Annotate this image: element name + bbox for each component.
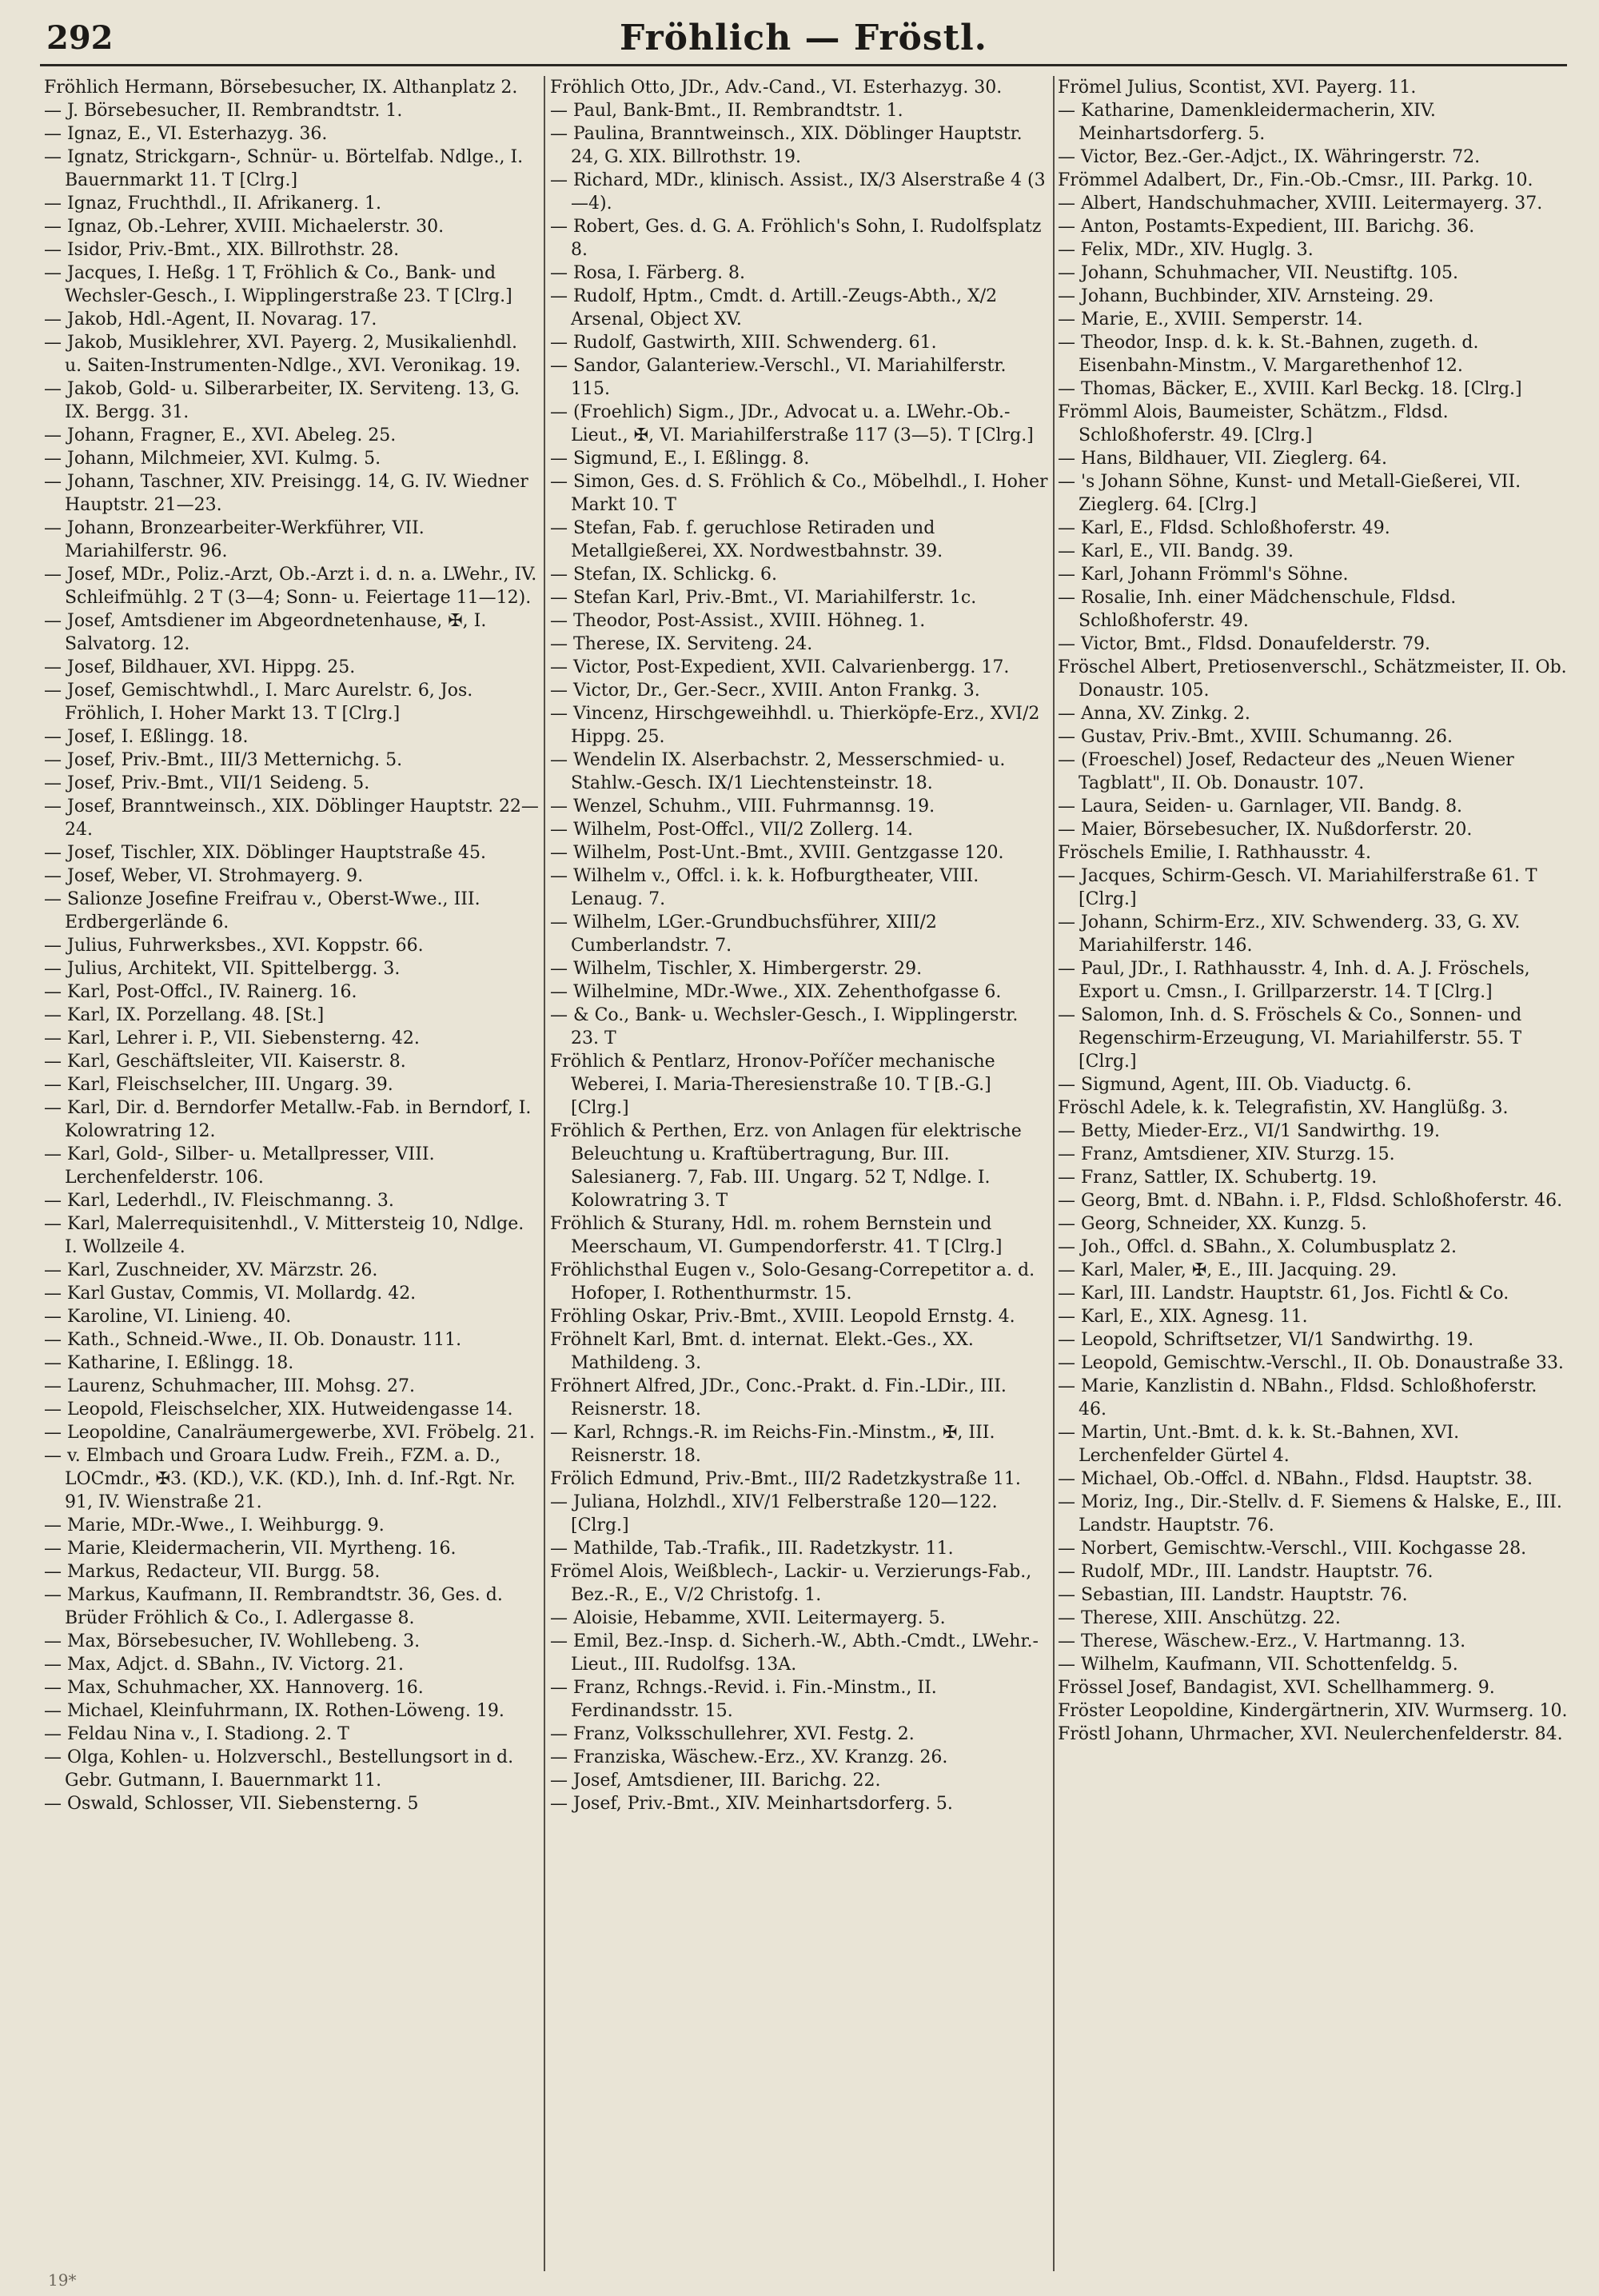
directory-entry: — Wilhelm, LGer.-Grundbuchsführer, XIII/2 Cumberlandstr. 7. bbox=[550, 912, 937, 956]
directory-entry: — Wilhelm, Kaufmann, VII. Schottenfeldg. 5. bbox=[1058, 1655, 1458, 1675]
directory-entry: — Johann, Fragner, E., XVI. Abeleg. 25. bbox=[44, 425, 397, 445]
directory-entry: — J. Börsebesucher, II. Rembrandtstr. 1. bbox=[44, 101, 403, 121]
directory-entry: — Josef, Tischler, XIX. Döblinger Hauptstraße 45. bbox=[44, 843, 487, 863]
directory-entry: — Josef, Amtsdiener, III. Barichg. 22. bbox=[550, 1771, 881, 1791]
directory-entry: — Laura, Seiden- u. Garnlager, VII. Bandg. 8. bbox=[1058, 797, 1463, 817]
directory-entry: — Maier, Börsebesucher, IX. Nußdorferstr. 20. bbox=[1058, 820, 1473, 840]
running-title: Fröhlich — Fröstl. bbox=[620, 18, 987, 58]
column-1 bbox=[44, 76, 540, 2271]
directory-entry: — Ignaz, Ob.-Lehrer, XVIII. Michaelerstr. 30. bbox=[44, 217, 445, 237]
directory-entry: — Markus, Kaufmann, II. Rembrandtstr. 36, Ges. d. Brüder Fröhlich & Co., I. Adlergasse 8. bbox=[44, 1585, 503, 1628]
directory-entry: Fröschels Emilie, I. Rathhausstr. 4. bbox=[1058, 843, 1372, 863]
directory-entry: — Josef, Amtsdiener im Abgeordnetenhause, ✠, I. Salvatorg. 12. bbox=[44, 611, 487, 654]
directory-entry: — Leopold, Schriftsetzer, VI/1 Sandwirthg. 19. bbox=[1058, 1330, 1474, 1350]
directory-entry: — Marie, MDr.-Wwe., I. Weihburgg. 9. bbox=[44, 1515, 385, 1535]
directory-entry: — Olga, Kohlen- u. Holzverschl., Bestellungsort in d. Gebr. Gutmann, I. Bauernmarkt 11. bbox=[44, 1747, 514, 1791]
directory-entry: — Max, Adjct. d. SBahn., IV. Victorg. 21. bbox=[44, 1655, 404, 1675]
directory-entry: — Wilhelmine, MDr.-Wwe., XIX. Zehenthofgasse 6. bbox=[550, 982, 1002, 1002]
directory-entry: — Karl, Johann Frömml's Söhne. bbox=[1058, 565, 1349, 585]
directory-entry: — Kath., Schneid.-Wwe., II. Ob. Donaustr. 111. bbox=[44, 1330, 462, 1350]
directory-entry: — (Froehlich) Sigm., JDr., Advocat u. a. LWehr.-Ob.-Lieut., ✠, VI. Mariahilferstraße 117 (3—5). T [Clrg.] bbox=[550, 402, 1034, 445]
directory-entry: — & Co., Bank- u. Wechsler-Gesch., I. Wipplingerstr. 23. T bbox=[550, 1005, 1019, 1048]
directory-entry: — Johann, Bronzearbeiter-Werkführer, VII. Mariahilferstr. 96. bbox=[44, 518, 425, 561]
directory-entry: Fröhnert Alfred, JDr., Conc.-Prakt. d. Fin.-LDir., III. Reisnerstr. 18. bbox=[550, 1376, 1007, 1420]
directory-entry: — Leopoldine, Canalräumergewerbe, XVI. Fröbelg. 21. bbox=[44, 1423, 536, 1443]
directory-entry: Fröhlich & Perthen, Erz. von Anlagen für elektrische Beleuchtung u. Kraftübertragung, Bur. III. Salesianerg. 7, Fab. III. Ungarg. 52 T, Ndlge. I. Kolowratring 3. T bbox=[550, 1121, 1022, 1211]
directory-entry: — Karl, E., XIX. Agnesg. 11. bbox=[1058, 1307, 1308, 1327]
column-2 bbox=[550, 76, 1050, 2271]
directory-entry: — Oswald, Schlosser, VII. Siebensterng. 5 bbox=[44, 1794, 419, 1814]
directory-entry: — Johann, Buchbinder, XIV. Arnsteing. 29. bbox=[1058, 286, 1434, 306]
directory-entry: Frömmel Adalbert, Dr., Fin.-Ob.-Cmsr., III. Parkg. 10. bbox=[1058, 170, 1533, 190]
directory-entry: — Wendelin IX. Alserbachstr. 2, Messerschmied- u. Stahlw.-Gesch. IX/1 Liechtensteinstr. 18. bbox=[550, 750, 1006, 793]
directory-entry: — Josef, Gemischtwhdl., I. Marc Aurelstr. 6, Jos. Fröhlich, I. Hoher Markt 13. T [Clrg.] bbox=[44, 681, 473, 724]
directory-entry: — Victor, Dr., Ger.-Secr., XVIII. Anton Frankg. 3. bbox=[550, 681, 980, 701]
directory-entry: — Albert, Handschuhmacher, XVIII. Leitermayerg. 37. bbox=[1058, 194, 1543, 214]
directory-entry: — Laurenz, Schuhmacher, III. Mohsg. 27. bbox=[44, 1376, 415, 1396]
directory-entry: Fröhlich Hermann, Börsebesucher, IX. Althanplatz 2. bbox=[44, 78, 518, 98]
directory-entry: — Karl, Geschäftsleiter, VII. Kaiserstr. 8. bbox=[44, 1052, 406, 1072]
directory-entry: Fröhnelt Karl, Bmt. d. internat. Elekt.-Ges., XX. Mathildeng. 3. bbox=[550, 1330, 974, 1373]
directory-entry: — Leopold, Fleischselcher, XIX. Hutweidengasse 14. bbox=[44, 1400, 513, 1420]
directory-entry: Frömml Alois, Baumeister, Schätzm., Fldsd. Schloßhoferstr. 49. [Clrg.] bbox=[1058, 402, 1449, 445]
directory-entry: — Marie, Kleidermacherin, VII. Myrtheng. 16. bbox=[44, 1539, 457, 1559]
directory-entry: — Josef, Weber, VI. Strohmayerg. 9. bbox=[44, 866, 364, 886]
directory-entry: — Martin, Unt.-Bmt. d. k. k. St.-Bahnen, XVI. Lerchenfelder Gürtel 4. bbox=[1058, 1423, 1460, 1466]
directory-entry: — Wilhelm v., Offcl. i. k. k. Hofburgtheater, VIII. Lenaug. 7. bbox=[550, 866, 979, 909]
directory-entry: — Franz, Rchngs.-Revid. i. Fin.-Minstm., II. Ferdinandsstr. 15. bbox=[550, 1678, 937, 1721]
directory-entry: — Max, Börsebesucher, IV. Wohllebeng. 3. bbox=[44, 1631, 421, 1651]
directory-entry: — Paulina, Branntweinsch., XIX. Döblinger Hauptstr. 24, G. XIX. Billrothstr. 19. bbox=[550, 124, 1023, 167]
directory-entry: — Johann, Taschner, XIV. Preisingg. 14, G. IV. Wiedner Hauptstr. 21—23. bbox=[44, 472, 528, 515]
directory-entry: — Max, Schuhmacher, XX. Hannoverg. 16. bbox=[44, 1678, 424, 1698]
directory-entry: Fröschel Albert, Pretiosenverschl., Schätzmeister, II. Ob. Donaustr. 105. bbox=[1058, 657, 1567, 701]
entry-list bbox=[44, 76, 540, 1815]
directory-entry: — Karl, IX. Porzellang. 48. [St.] bbox=[44, 1005, 325, 1025]
directory-entry: — Michael, Kleinfuhrmann, IX. Rothen-Löweng. 19. bbox=[44, 1701, 504, 1721]
directory-entry: — Karl, Lehrer i. P., VII. Siebensterng. 42. bbox=[44, 1028, 420, 1048]
page-number: 292 bbox=[46, 19, 114, 57]
directory-entry: — Julius, Fuhrwerksbes., XVI. Koppstr. 66. bbox=[44, 936, 424, 956]
directory-entry: — Karl, Maler, ✠, E., III. Jacquing. 29. bbox=[1058, 1260, 1398, 1280]
directory-entry: — Paul, Bank-Bmt., II. Rembrandtstr. 1. bbox=[550, 101, 903, 121]
entry-list bbox=[1058, 76, 1569, 1746]
directory-entry: — Josef, Branntweinsch., XIX. Döblinger Hauptstr. 22—24. bbox=[44, 797, 539, 840]
directory-entry: — Wilhelm, Post-Offcl., VII/2 Zollerg. 14. bbox=[550, 820, 913, 840]
directory-entry: — Rudolf, MDr., III. Landstr. Hauptstr. 76. bbox=[1058, 1562, 1434, 1582]
directory-entry: — Karl, Rchngs.-R. im Reichs-Fin.-Minstm., ✠, III. Reisnerstr. 18. bbox=[550, 1423, 995, 1466]
column-divider bbox=[544, 76, 545, 2271]
directory-entry: — Victor, Post-Expedient, XVII. Calvarienbergg. 17. bbox=[550, 657, 1010, 677]
directory-entry: — Anna, XV. Zinkg. 2. bbox=[1058, 704, 1250, 724]
directory-entry: — Salomon, Inh. d. S. Fröschels & Co., Sonnen- und Regenschirm-Erzeugung, VI. Mariahilferstr. 55. T [Clrg.] bbox=[1058, 1005, 1522, 1072]
directory-entry: — Karl, Malerrequisitenhdl., V. Mittersteig 10, Ndlge. I. Wollzeile 4. bbox=[44, 1214, 524, 1257]
column-3 bbox=[1058, 76, 1569, 2271]
directory-entry: — Julius, Architekt, VII. Spittelbergg. 3. bbox=[44, 959, 401, 979]
directory-entry: Fröhlich & Sturany, Hdl. m. rohem Bernstein und Meerschaum, VI. Gumpendorferstr. 41. T [Clrg.] bbox=[550, 1214, 1003, 1257]
directory-entry: — Georg, Schneider, XX. Kunzg. 5. bbox=[1058, 1214, 1367, 1234]
directory-entry: — Josef, Bildhauer, XVI. Hippg. 25. bbox=[44, 657, 356, 677]
directory-entry: — Michael, Ob.-Offcl. d. NBahn., Fldsd. Hauptstr. 38. bbox=[1058, 1469, 1533, 1489]
directory-entry: — Paul, JDr., I. Rathhausstr. 4, Inh. d. A. J. Fröschels, Export u. Cmsn., I. Grillparzerstr. 14. T [Clrg.] bbox=[1058, 959, 1530, 1002]
directory-entry: — Isidor, Priv.-Bmt., XIX. Billrothstr. 28. bbox=[44, 240, 400, 260]
directory-entry: — Jakob, Gold- u. Silberarbeiter, IX. Serviteng. 13, G. IX. Bergg. 31. bbox=[44, 379, 520, 422]
directory-entry: — Rosalie, Inh. einer Mädchenschule, Fldsd. Schloßhoferstr. 49. bbox=[1058, 588, 1457, 631]
signature-mark: 19* bbox=[48, 2270, 77, 2290]
directory-entry: — Moriz, Ing., Dir.-Stellv. d. F. Siemens & Halske, E., III. Landstr. Hauptstr. 76. bbox=[1058, 1492, 1562, 1535]
directory-entry: — Theodor, Insp. d. k. k. St.-Bahnen, zugeth. d. Eisenbahn-Minstm., V. Margarethenhof 12. bbox=[1058, 333, 1479, 376]
page-header bbox=[40, 14, 1567, 66]
directory-entry: Fröschl Adele, k. k. Telegrafistin, XV. Hanglüßg. 3. bbox=[1058, 1098, 1509, 1118]
directory-entry: — Stefan, IX. Schlickg. 6. bbox=[550, 565, 778, 585]
directory-entry: — Leopold, Gemischtw.-Verschl., II. Ob. Donaustraße 33. bbox=[1058, 1353, 1564, 1373]
directory-entry: — Anton, Postamts-Expedient, III. Barichg. 36. bbox=[1058, 217, 1475, 237]
directory-entry: — Markus, Redacteur, VII. Burgg. 58. bbox=[44, 1562, 381, 1582]
directory-entry: — Franziska, Wäschew.-Erz., XV. Kranzg. 26. bbox=[550, 1747, 948, 1767]
directory-entry: Frömel Julius, Scontist, XVI. Payerg. 11. bbox=[1058, 78, 1417, 98]
directory-entry: — Ignaz, E., VI. Esterhazyg. 36. bbox=[44, 124, 328, 144]
directory-entry: — Ignaz, Fruchthdl., II. Afrikanerg. 1. bbox=[44, 194, 381, 214]
directory-entry: — Felix, MDr., XIV. Huglg. 3. bbox=[1058, 240, 1314, 260]
directory-entry: Frössel Josef, Bandagist, XVI. Schellhammerg. 9. bbox=[1058, 1678, 1495, 1698]
directory-entry: — Rosa, I. Färberg. 8. bbox=[550, 263, 745, 283]
directory-entry: — (Froeschel) Josef, Redacteur des „Neuen Wiener Tagblatt", II. Ob. Donaustr. 107. bbox=[1058, 750, 1514, 793]
directory-entry: — Sigmund, Agent, III. Ob. Viaductg. 6. bbox=[1058, 1075, 1412, 1095]
directory-entry: — Therese, IX. Serviteng. 24. bbox=[550, 634, 813, 654]
directory-entry: Frömel Alois, Weißblech-, Lackir- u. Verzierungs-Fab., Bez.-R., E., V/2 Christofg. 1. bbox=[550, 1562, 1032, 1605]
directory-entry: — Josef, Priv.-Bmt., III/3 Metternichg. 5. bbox=[44, 750, 403, 770]
directory-entry: — Franz, Volksschullehrer, XVI. Festg. 2. bbox=[550, 1724, 915, 1744]
directory-entry: — Therese, XIII. Anschützg. 22. bbox=[1058, 1608, 1341, 1628]
directory-entry: — Vincenz, Hirschgeweihhdl. u. Thierköpfe-Erz., XVI/2 Hippg. 25. bbox=[550, 704, 1040, 747]
directory-entry: — Johann, Schuhmacher, VII. Neustiftg. 105. bbox=[1058, 263, 1459, 283]
directory-entry: — Simon, Ges. d. S. Fröhlich & Co., Möbelhdl., I. Hoher Markt 10. T bbox=[550, 472, 1048, 515]
directory-entry: — Juliana, Holzhdl., XIV/1 Felberstraße 120—122. [Clrg.] bbox=[550, 1492, 998, 1535]
directory-entry: Fröster Leopoldine, Kindergärtnerin, XIV. Wurmserg. 10. bbox=[1058, 1701, 1568, 1721]
entry-list bbox=[550, 76, 1050, 1815]
directory-entry: — Norbert, Gemischtw.-Verschl., VIII. Kochgasse 28. bbox=[1058, 1539, 1527, 1559]
directory-entry: — Thomas, Bäcker, E., XVIII. Karl Beckg. 18. [Clrg.] bbox=[1058, 379, 1522, 399]
directory-entry: — Victor, Bmt., Fldsd. Donaufelderstr. 79. bbox=[1058, 634, 1430, 654]
directory-entry: — Sebastian, III. Landstr. Hauptstr. 76. bbox=[1058, 1585, 1408, 1605]
directory-entry: — Hans, Bildhauer, VII. Zieglerg. 64. bbox=[1058, 449, 1387, 469]
directory-entry: — Richard, MDr., klinisch. Assist., IX/3 Alserstraße 4 (3—4). bbox=[550, 170, 1046, 214]
directory-entry: — Robert, Ges. d. G. A. Fröhlich's Sohn, I. Rudolfsplatz 8. bbox=[550, 217, 1042, 260]
directory-entry: Fröstl Johann, Uhrmacher, XVI. Neulerchenfelderstr. 84. bbox=[1058, 1724, 1563, 1744]
directory-entry: — 's Johann Söhne, Kunst- und Metall-Gießerei, VII. Zieglerg. 64. [Clrg.] bbox=[1058, 472, 1521, 515]
directory-entry: — Marie, E., XVIII. Semperstr. 14. bbox=[1058, 309, 1363, 329]
directory-entry: Frölich Edmund, Priv.-Bmt., III/2 Radetzkystraße 11. bbox=[550, 1469, 1021, 1489]
directory-entry: — Stefan Karl, Priv.-Bmt., VI. Mariahilferstr. 1c. bbox=[550, 588, 977, 608]
directory-entry: — Katharine, Damenkleidermacherin, XIV. Meinhartsdorferg. 5. bbox=[1058, 101, 1436, 144]
directory-entry: — Karl, III. Landstr. Hauptstr. 61, Jos. Fichtl & Co. bbox=[1058, 1284, 1509, 1304]
directory-entry: — Wilhelm, Tischler, X. Himbergerstr. 29. bbox=[550, 959, 923, 979]
directory-entry: — Karl, Fleischselcher, III. Ungarg. 39. bbox=[44, 1075, 393, 1095]
directory-entry: — Rudolf, Gastwirth, XIII. Schwenderg. 61. bbox=[550, 333, 937, 353]
directory-entry: — Jacques, I. Heßg. 1 T, Fröhlich & Co., Bank- und Wechsler-Gesch., I. Wipplingerstraße 23. T [Clrg.] bbox=[44, 263, 512, 306]
directory-entry: — Ignatz, Strickgarn-, Schnür- u. Börtelfab. Ndlge., I. Bauernmarkt 11. T [Clrg.] bbox=[44, 147, 524, 190]
directory-entry: — Sandor, Galanteriew.-Verschl., VI. Mariahilferstr. 115. bbox=[550, 356, 1007, 399]
directory-entry: — Karl, Post-Offcl., IV. Rainerg. 16. bbox=[44, 982, 357, 1002]
directory-entry: — Jakob, Musiklehrer, XVI. Payerg. 2, Musikalienhdl. u. Saiten-Instrumenten-Ndlge., XVI. Veronikag. 19. bbox=[44, 333, 521, 376]
directory-entry: — Karl Gustav, Commis, VI. Mollardg. 42. bbox=[44, 1284, 417, 1304]
directory-entry: — Johann, Schirm-Erz., XIV. Schwenderg. 33, G. XV. Mariahilferstr. 146. bbox=[1058, 912, 1521, 956]
column-divider bbox=[1053, 76, 1055, 2271]
directory-entry: — Marie, Kanzlistin d. NBahn., Fldsd. Schloßhoferstr. 46. bbox=[1058, 1376, 1537, 1420]
directory-entry: — Emil, Bez.-Insp. d. Sicherh.-W., Abth.-Cmdt., LWehr.-Lieut., III. Rudolfsg. 13A. bbox=[550, 1631, 1039, 1675]
directory-entry: — Josef, I. Eßlingg. 18. bbox=[44, 727, 249, 747]
directory-entry: Fröhlich Otto, JDr., Adv.-Cand., VI. Esterhazyg. 30. bbox=[550, 78, 1003, 98]
directory-entry: — Theodor, Post-Assist., XVIII. Höhneg. 1. bbox=[550, 611, 926, 631]
directory-entry: — Feldau Nina v., I. Stadiong. 2. T bbox=[44, 1724, 349, 1744]
directory-entry: — Stefan, Fab. f. geruchlose Retiraden und Metallgießerei, XX. Nordwestbahnstr. 39. bbox=[550, 518, 943, 561]
directory-entry: — Karl, Dir. d. Berndorfer Metallw.-Fab. in Berndorf, I. Kolowratring 12. bbox=[44, 1098, 532, 1141]
directory-entry: — Karl, E., VII. Bandg. 39. bbox=[1058, 541, 1294, 561]
directory-entry: — Betty, Mieder-Erz., VI/1 Sandwirthg. 19. bbox=[1058, 1121, 1441, 1141]
directory-entry: — Katharine, I. Eßlingg. 18. bbox=[44, 1353, 294, 1373]
directory-entry: — Jacques, Schirm-Gesch. VI. Mariahilferstraße 61. T [Clrg.] bbox=[1058, 866, 1537, 909]
directory-entry: Fröhling Oskar, Priv.-Bmt., XVIII. Leopold Ernstg. 4. bbox=[550, 1307, 1015, 1327]
directory-entry: — Josef, Priv.-Bmt., VII/1 Seideng. 5. bbox=[44, 773, 370, 793]
directory-entry: — Salionze Josefine Freifrau v., Oberst-Wwe., III. Erdbergerlände 6. bbox=[44, 889, 480, 932]
directory-entry: — Josef, Priv.-Bmt., XIV. Meinhartsdorferg. 5. bbox=[550, 1794, 953, 1814]
directory-entry: — Karl, Lederhdl., IV. Fleischmanng. 3. bbox=[44, 1191, 394, 1211]
directory-entry: — Sigmund, E., I. Eßlingg. 8. bbox=[550, 449, 810, 469]
directory-entry: — Wilhelm, Post-Unt.-Bmt., XVIII. Gentzgasse 120. bbox=[550, 843, 1004, 863]
directory-entry: — Karoline, VI. Linieng. 40. bbox=[44, 1307, 292, 1327]
directory-entry: — Georg, Bmt. d. NBahn. i. P., Fldsd. Schloßhoferstr. 46. bbox=[1058, 1191, 1563, 1211]
directory-entry: — Mathilde, Tab.-Trafik., III. Radetzkystr. 11. bbox=[550, 1539, 954, 1559]
directory-entry: — Karl, E., Fldsd. Schloßhoferstr. 49. bbox=[1058, 518, 1390, 538]
directory-entry: — Karl, Gold-, Silber- u. Metallpresser, VIII. Lerchenfelderstr. 106. bbox=[44, 1144, 435, 1188]
directory-entry: — v. Elmbach und Groara Ludw. Freih., FZM. a. D., LOCmdr., ✠3. (KD.), V.K. (KD.), Inh. d. Inf.-Rgt. Nr. 91, IV. Wienstraße 21. bbox=[44, 1446, 516, 1512]
directory-entry: — Gustav, Priv.-Bmt., XVIII. Schumanng. 26. bbox=[1058, 727, 1453, 747]
directory-entry: — Franz, Sattler, IX. Schubertg. 19. bbox=[1058, 1168, 1378, 1188]
directory-entry: — Aloisie, Hebamme, XVII. Leitermayerg. 5. bbox=[550, 1608, 946, 1628]
directory-entry: Fröhlich & Pentlarz, Hronov-Poříčer mechanische Weberei, I. Maria-Theresienstraße 10. T [B.-G.] [Clrg.] bbox=[550, 1052, 995, 1118]
directory-entry: Fröhlichsthal Eugen v., Solo-Gesang-Correpetitor a. d. Hofoper, I. Rothenthurmstr. 15. bbox=[550, 1260, 1035, 1304]
directory-entry: — Therese, Wäschew.-Erz., V. Hartmanng. 13. bbox=[1058, 1631, 1466, 1651]
directory-entry: — Josef, MDr., Poliz.-Arzt, Ob.-Arzt i. d. n. a. LWehr., IV. Schleifmühlg. 2 T (3—4; Sonn- u. Feiertage 11—12). bbox=[44, 565, 537, 608]
directory-entry: — Rudolf, Hptm., Cmdt. d. Artill.-Zeugs-Abth., X/2 Arsenal, Object XV. bbox=[550, 286, 998, 329]
directory-entry: — Wenzel, Schuhm., VIII. Fuhrmannsg. 19. bbox=[550, 797, 935, 817]
directory-entry: — Karl, Zuschneider, XV. Märzstr. 26. bbox=[44, 1260, 378, 1280]
directory-entry: — Johann, Milchmeier, XVI. Kulmg. 5. bbox=[44, 449, 381, 469]
directory-entry: — Franz, Amtsdiener, XIV. Sturzg. 15. bbox=[1058, 1144, 1395, 1164]
directory-entry: — Victor, Bez.-Ger.-Adjct., IX. Währingerstr. 72. bbox=[1058, 147, 1481, 167]
directory-entry: — Jakob, Hdl.-Agent, II. Novarag. 17. bbox=[44, 309, 377, 329]
directory-entry: — Joh., Offcl. d. SBahn., X. Columbusplatz 2. bbox=[1058, 1237, 1457, 1257]
